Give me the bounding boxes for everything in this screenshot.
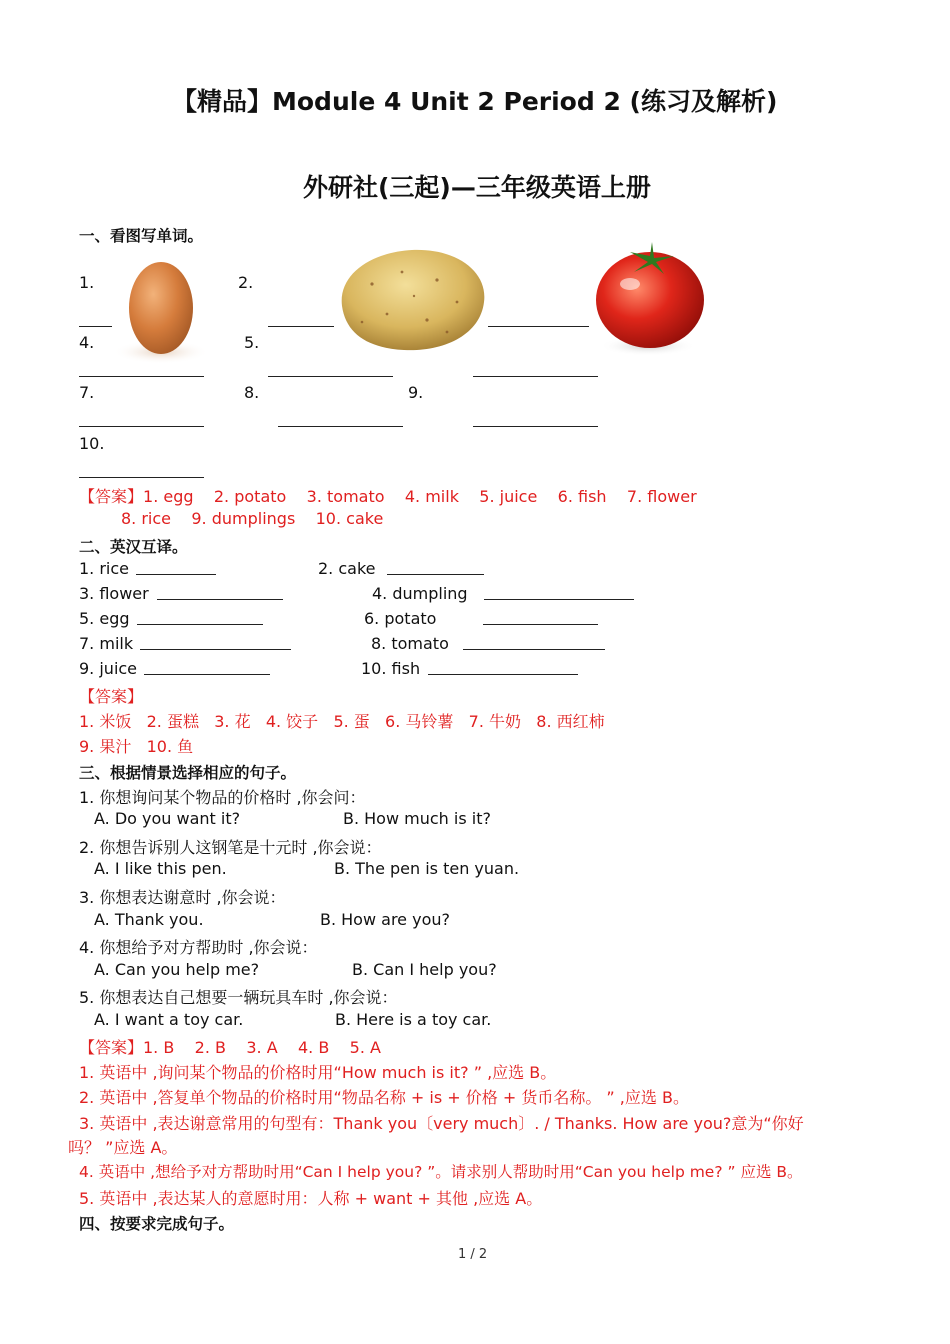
- translate-item: 10. fish: [361, 659, 421, 678]
- item-number: 5.: [244, 333, 260, 352]
- section2-heading: 二、英汉互译。: [79, 538, 188, 556]
- answer-blank[interactable]: [79, 326, 112, 327]
- option: B. How are you?: [320, 910, 450, 929]
- answer-blank[interactable]: [268, 376, 393, 377]
- translate-item: 2. cake: [318, 559, 376, 578]
- answer-blank[interactable]: [140, 649, 291, 650]
- option: A. I like this pen.: [94, 859, 227, 878]
- answer-blank[interactable]: [79, 477, 204, 478]
- item-number: 2.: [238, 273, 254, 292]
- answer-line: 1. 米饭 2. 蛋糕 3. 花 4. 饺子 5. 蛋 6. 马铃薯 7. 牛奶 8. 西红柿: [79, 712, 605, 731]
- translate-item: 8. tomato: [371, 634, 449, 653]
- option: A. Can you help me?: [94, 960, 260, 979]
- answer-blank[interactable]: [473, 376, 598, 377]
- translate-item: 5. egg: [79, 609, 130, 628]
- answer-line: 8. rice 9. dumplings 10. cake: [121, 509, 384, 528]
- option: B. How much is it?: [343, 809, 491, 828]
- translate-item: 1. rice: [79, 559, 130, 578]
- translate-item: 4. dumpling: [372, 584, 468, 603]
- potato-image: [332, 244, 490, 356]
- egg-image: [108, 252, 214, 364]
- option: A. Thank you.: [94, 910, 204, 929]
- option: B. Here is a toy car.: [335, 1010, 492, 1029]
- option: B. The pen is ten yuan.: [334, 859, 520, 878]
- explanation: 3. 英语中 ,表达谢意常用的句型有：Thank you〔very much〕. / Thanks. How are you?意为“你好: [79, 1114, 804, 1133]
- answer-text: 1. egg 2. potato 3. tomato 4. milk 5. juice 6. fish 7. flower: [143, 487, 697, 506]
- question: 3. 你想表达谢意时 ,你会说：: [79, 888, 286, 907]
- translate-item: 9. juice: [79, 659, 138, 678]
- translate-item: 6. potato: [364, 609, 437, 628]
- answer-blank[interactable]: [473, 426, 598, 427]
- option: A. I want a toy car.: [94, 1010, 244, 1029]
- page-number: 1 / 2: [458, 1247, 488, 1262]
- answer-blank[interactable]: [79, 376, 204, 377]
- answer-line: 【答案】1. B 2. B 3. A 4. B 5. A: [79, 1038, 381, 1057]
- answer-line: 9. 果汁 10. 鱼: [79, 737, 194, 756]
- page-title: 【精品】Module 4 Unit 2 Period 2 (练习及解析): [172, 87, 778, 116]
- answer-line: [79, 484, 697, 507]
- translate-item: 7. milk: [79, 634, 134, 653]
- item-number: 7.: [79, 383, 95, 402]
- option: A. Do you want it?: [94, 809, 241, 828]
- item-number: 10.: [79, 434, 105, 453]
- question: 2. 你想告诉别人这钢笔是十元时 ,你会说：: [79, 838, 382, 857]
- answer-blank[interactable]: [484, 599, 634, 600]
- item-number: 4.: [79, 333, 95, 352]
- answer-label: 【答案】: [79, 687, 144, 706]
- answer-blank[interactable]: [463, 649, 605, 650]
- answer-blank[interactable]: [79, 426, 204, 427]
- answer-label: 【答案】: [79, 487, 144, 506]
- section3-heading: 三、根据情景选择相应的句子。: [79, 764, 297, 782]
- answer-blank[interactable]: [136, 574, 216, 575]
- answer-blank[interactable]: [157, 599, 283, 600]
- translate-item: 3. flower: [79, 584, 149, 603]
- answer-blank[interactable]: [488, 326, 589, 327]
- item-number: 1.: [79, 273, 95, 292]
- answer-blank[interactable]: [268, 326, 334, 327]
- explanation: 5. 英语中 ,表达某人的意愿时用：人称 + want + 其他 ,应选 A。: [79, 1189, 543, 1208]
- answer-blank[interactable]: [387, 574, 484, 575]
- question: 5. 你想表达自己想要一辆玩具车时 ,你会说：: [79, 988, 398, 1007]
- answer-blank[interactable]: [137, 624, 263, 625]
- question: 4. 你想给予对方帮助时 ,你会说：: [79, 938, 318, 957]
- item-number: 8.: [244, 383, 260, 402]
- answer-blank[interactable]: [278, 426, 403, 427]
- explanation: 1. 英语中 ,询问某个物品的价格时用“How much is it? ” ,应选 B。: [79, 1063, 557, 1082]
- explanation: 吗？ ”应选 A。: [68, 1138, 178, 1157]
- question: 1. 你想询问某个物品的价格时 ,你会问：: [79, 788, 366, 807]
- section1-heading: 一、看图写单词。: [79, 227, 204, 245]
- option: B. Can I help you?: [352, 960, 497, 979]
- answer-blank[interactable]: [428, 674, 578, 675]
- explanation: 4. 英语中 ,想给予对方帮助时用“Can I help you? ”。请求别人帮助时用“Can you help me? ” 应选 B。: [79, 1163, 803, 1181]
- tomato-image: [590, 234, 710, 360]
- explanation: 2. 英语中 ,答复单个物品的价格时用“物品名称 + is + 价格 + 货币名称。 ” ,应选 B。: [79, 1088, 689, 1107]
- item-number: 9.: [408, 383, 424, 402]
- answer-blank[interactable]: [483, 624, 598, 625]
- section4-heading: 四、按要求完成句子。: [79, 1215, 235, 1233]
- answer-blank[interactable]: [144, 674, 270, 675]
- page-subtitle: 外研社(三起)—三年级英语上册: [303, 173, 651, 202]
